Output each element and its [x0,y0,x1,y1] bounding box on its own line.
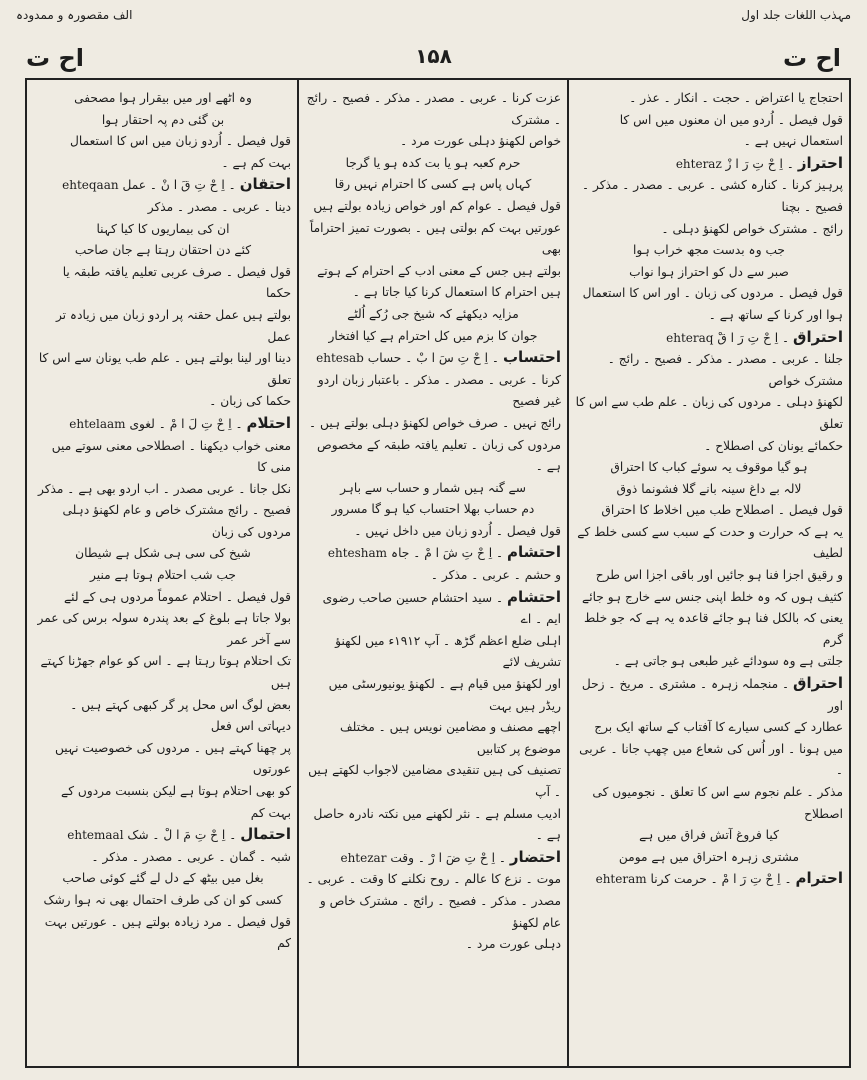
text-line [35,781,291,824]
running-head [10,6,857,28]
line-text: فصیح ۔ رائج مشترک خاص و عام لکھنؤ دہلی مردوں کی زبان [62,503,291,539]
line-text: عطارد کے کسی سیارے کا آفتاب کے ساتھ ایک برج [594,720,843,735]
line-text: کسی کو ان کی طرف احتمال بھی نہ ہوا رشک [43,892,283,907]
line-text: نکل جانا ۔ عربی مصدر ۔ اب اردو بھی ہے ۔ مذکر [37,481,291,496]
line-text: بولا جاتا ہے بلوغ کے بعد پندرہ سولہ برس کی عمر سے آخر عمر [37,611,291,647]
text-line [575,608,843,651]
text-line [35,738,291,781]
line-text: ہیں احترام کا استعمال کرنا کیا جاتا ہے ۔ [352,285,561,300]
line-text: تصنیف کی ہیں تنقیدی مضامین لاجواب لکھتے ہیں ۔ آپ [308,763,561,799]
column-rule [297,80,299,1066]
guide-row [10,40,857,80]
transliteration: ehtesab [316,351,364,366]
transliteration: ehtelaam [69,416,126,431]
guide-word-left: اح ت [26,44,84,72]
line-text: قول فیصل ۔ اُردو زبان میں اس کا استعمال [70,134,291,149]
text-line [35,479,291,501]
transliteration: ehtezar [340,850,387,865]
line-text: کثیف ہوں کہ وہ خلط اپنی جنس سے خارج ہو جائے [582,589,843,604]
line-text: وہ اٹھے اور میں بیقرار ہوا مصحفی [74,91,252,105]
line-text: ۔ سید احتشام حسین صاحب رضوی ایم ۔ اے [322,590,561,627]
headword: احتراق [793,327,843,346]
headword: احتشام [507,587,561,606]
line-text: ۔ اِ حْ تِ قَ ا نْ ۔ عمل [122,178,240,193]
columns-frame [25,78,851,1068]
line-text: مذکر ۔ علم نجوم سے اس کا تعلق ۔ نجومیوں کی اصطلاح [592,785,843,821]
verse-line [575,262,843,284]
verse-line [35,110,291,132]
headword: احترام [795,869,843,888]
line-text: رائج نہیں ۔ صرف خواص لکھنؤ دہلی بولتے ہیں ۔ [309,415,561,430]
line-text: لکھنؤ دہلی ۔ مردوں کی زبان ۔ علم طب سے اس کا تعلق [575,395,843,431]
text-line [305,934,561,956]
line-text: یعنی کہ بالکل فنا ہو جائے قاعدہ یہ ہے کہ جو خلط گرم [584,611,843,647]
text-line [575,349,843,392]
transliteration: ehtesham [327,546,388,561]
column-rule [567,80,569,1066]
line-text: مردوں کی زبان ۔ تعلیم یافتہ طبقہ کے مخصوص ہے ۔ [316,437,561,474]
text-line [305,760,561,803]
entry-line [575,153,843,176]
text-line [35,436,291,479]
line-text: دم حساب بھلا احتساب کیا ہو گا مسرور [331,502,535,517]
transliteration: ehteqaan [62,178,119,193]
text-line [305,717,561,760]
headword: احتلام [246,413,291,432]
text-line [305,370,561,413]
line-text: جلتی ہے وہ سودائے غیر طبعی ہو جاتی ہے ۔ [613,654,843,669]
line-text: جوان کا بزم میں کل احترام ہے کیا افتخار [328,328,538,343]
line-text: بہت کم ہے ۔ [221,155,291,170]
line-text: اچھے مصنف و مضامین نویس ہیں ۔ مختلف موضوع پر کتابیں [340,720,561,756]
line-text: ادیب مسلم ہے ۔ نثر لکھنے میں نکتہ نادرہ حاصل ہے ۔ [313,806,561,843]
transliteration: ehteraz [675,156,722,171]
text-line [575,651,843,673]
entry-line [575,868,843,891]
text-line [575,587,843,609]
text-line [305,521,561,543]
line-text: ہوا اور کرنا کے ساتھ ہے ۔ [708,307,843,322]
text-line [305,218,561,261]
line-text: قول فیصل ۔ مردوں کی زبان ۔ اور اس کا استعمال [582,286,843,301]
line-text: قول فیصل ۔ عوام کم اور خواص زیادہ بولتے ہیں [313,198,561,213]
text-line [35,305,291,348]
line-text: ۔ منجملہ زہرہ ۔ مشتری ۔ مریخ ۔ زحل اور [581,677,843,713]
line-text: پر چھنا کہتے ہیں ۔ مردوں کی خصوصیت نہیں عورتوں [54,740,291,777]
verse-line [305,304,561,326]
text-line [35,587,291,609]
line-text: معنی خواب دیکھنا ۔ اصطلاحی معنی سوتے میں منی کا [51,438,291,475]
verse-line [35,543,291,565]
verse-line [35,868,291,890]
line-text: ۔ اِ حْ تِ رَ ا زْ [725,156,798,171]
line-text: دہلی عورت مرد ۔ [465,937,561,952]
headword: احتشام [507,543,561,562]
line-text: اہلی ضلع اعظم گڑھ ۔ آپ ۱۹۱۲ء میں لکھنؤ تشریف لائے [335,633,561,670]
line-text: ۔ اِ حْ تِ رَ ا قْ [717,330,794,345]
line-text: استعمال نہیں ہے ۔ [743,134,843,149]
line-text: دینا اور لینا بولتے ہیں ۔ علم طب یونان سے اس کا تعلق [38,351,291,387]
line-text: عورتیں بہت کم بولتی ہیں ۔ بصورت تمیز احتراماً بھی [309,220,561,257]
text-line [305,88,561,131]
transliteration: ehtemaal [67,828,124,843]
verse-line [305,499,561,521]
text-line [575,522,843,565]
line-text: و حشم ۔ عربی ۔ مذکر ۔ [430,568,561,583]
running-head-left: الف مقصورہ و ممدودہ [16,8,133,22]
text-line [575,305,843,327]
text-line [35,391,291,413]
line-text: قول فیصل ۔ مرد زیادہ بولتے ہیں ۔ عورتیں بہت کم [44,914,291,951]
text-line [305,565,561,587]
line-text: ۔ اِ حْ تِ رَ ا مْ ۔ حرمت کرنا [650,872,796,887]
line-text: مزایہ دیکھئے کہ شیخ جی رُکے اُلٹے [347,306,519,321]
text-line [575,739,843,782]
headword: احتراز [797,153,843,172]
text-line [305,435,561,478]
entry-line [575,327,843,350]
verse-line [35,890,291,912]
page-number: ۱۵۸ [415,44,452,68]
text-line [305,674,561,717]
line-text: اور لکھنؤ میں قیام ہے ۔ لکھنؤ یونیورسٹی میں ریڈر ہیں بہت [328,677,561,713]
entry-line [305,347,561,370]
transliteration: ehteram [595,872,647,887]
running-head-right: مہذب اللغات جلد اول [741,8,851,22]
line-text: و رقیق اجزا فنا ہو جائیں اور باقی اجزا اس طرح [595,568,843,583]
line-text: جب وہ بدست مجھ خراب ہوا [633,243,785,258]
text-line [305,261,561,283]
line-text: قول فیصل ۔ اصطلاح طب میں اخلاط کا احتراق [601,503,843,518]
column-middle [305,88,561,1058]
line-text: میں ہونا ۔ اور اُس کی شعاع میں چھپ جانا ۔ عربی ۔ [579,741,843,778]
column-right [575,88,843,1058]
verse-line [575,847,843,869]
line-text: سے گنہ ہیں شمار و حساب سے باہر [340,480,526,495]
text-line [35,608,291,651]
line-text: جب شب احتلام ہوتا ہے منیر [90,568,236,583]
verse-line [575,825,843,847]
headword: احتساب [502,348,561,367]
line-text: جلنا ۔ عربی ۔ مصدر ۔ مذکر ۔ فصیح ۔ رائج ۔ مشترک خواص [607,352,843,388]
text-line [35,500,291,543]
text-line [575,175,843,218]
line-text: خواص لکھنؤ دہلی عورت مرد ۔ [400,134,561,149]
line-text: ۔ اِ حْ تِ ضَ ا رْ ۔ وقت [390,850,510,865]
line-text: بن گئی دم پہ احتقار ہوا [101,112,225,127]
line-text: قول فیصل ۔ اُردو میں ان معنوں میں اس کا [619,112,843,127]
verse-line [305,478,561,500]
text-line [575,110,843,132]
verse-line [35,219,291,241]
transliteration: ehteraq [666,330,714,345]
line-text: ۔ اِ حْ تِ شَ ا مْ ۔ جاہ [390,546,508,561]
text-line [575,392,843,435]
line-text: شیخ کی سی ہی شکل ہے شیطان [75,546,251,561]
text-line [305,891,561,934]
guide-word-right: اح ت [783,44,841,72]
line-text: کو بھی احتلام ہوتا ہے لیکن بنسبت مردوں کے بہت کم [61,784,291,820]
line-text: مصدر ۔ مذکر ۔ فصیح ۔ رائج ۔ مشترک خاص و عام لکھنؤ [319,893,561,930]
line-text: قول فیصل ۔ صرف عربی تعلیم یافتہ طبقہ یا حکما [62,264,291,301]
line-text: صبر سے دل کو احتراز ہوا نواب [629,264,789,279]
line-text: یہ ہے کہ حرارت و حدت کے سبب سے کسی خلط کے لطیف [577,524,843,561]
text-line [305,282,561,304]
entry-line [35,413,291,436]
line-text: بولتے ہیں عمل حقنہ پر اردو زبان میں زیادہ تر عمل [55,307,291,344]
text-line [575,717,843,739]
verse-line [305,326,561,348]
line-text: پرہیز کرنا ۔ کنارہ کشی ۔ عربی ۔ مصدر ۔ مذکر ۔ فصیح ۔ بچنا [581,178,843,214]
text-line [575,219,843,241]
line-text: حرم کعبہ ہو یا بت کدہ ہو یا گرجا [345,155,521,170]
column-left [35,88,291,1058]
line-text: لالہ بے داغ سینہ بانے گلا فشونما ذوق [616,481,802,496]
text-line [575,565,843,587]
line-text: قول فیصل ۔ اُردو زبان میں داخل نہیں ۔ [354,523,561,538]
text-line [575,283,843,305]
line-text: ۔ اِ حْ تِ مَ ا لْ ۔ شک [127,828,241,843]
line-text: احتجاج یا اعتراض ۔ حجت ۔ انکار ۔ عذر ۔ [629,91,843,105]
line-text: کرنا ۔ عربی ۔ مصدر ۔ مذکر ۔ باعتبار زبان اردو غیر فصیح [317,372,561,409]
verse-line [35,240,291,262]
entry-line [305,847,561,870]
verse-line [305,174,561,196]
verse-line [35,88,291,110]
text-line [575,500,843,522]
line-text: رائج ۔ مشترک خواص لکھنؤ دہلی ۔ [661,221,843,236]
text-line [305,804,561,847]
text-line [305,131,561,153]
verse-line [575,457,843,479]
line-text: بعض لوگ اس محل پر گر کبھی کہتے ہیں ۔ دیہاتی اس فعل [70,697,291,734]
line-text: کیا فروغ آتش فراق میں ہے [639,828,779,843]
text-line [305,631,561,674]
line-text: شبہ ۔ گمان ۔ عربی ۔ مصدر ۔ مذکر ۔ [91,849,291,864]
text-line [575,131,843,153]
text-line [35,262,291,305]
text-line [35,131,291,153]
line-text: ۔ اِ حْ تِ سَ ا بْ ۔ حساب [367,351,503,366]
entry-line [305,542,561,565]
text-line [305,413,561,435]
line-text: دینا ۔ عربی ۔ مصدر ۔ مذکر [147,199,291,214]
entry-line [305,587,561,631]
text-line [575,88,843,110]
line-text: حکما کی زبان ۔ [209,394,291,409]
text-line [35,197,291,219]
line-text: کئے دن احتقان رہتا ہے جان صاحب [74,243,252,258]
text-line [575,436,843,458]
entry-line [35,174,291,197]
line-text: مشتری زہرہ احتراق میں ہے مومن [618,849,800,864]
verse-line [35,565,291,587]
line-text: موت ۔ نزع کا عالم ۔ روح نکلنے کا وقت ۔ عربی ۔ [306,872,561,887]
text-line [575,782,843,825]
line-text: کہاں پاس ہے کسی کا احترام نہیں رقا [334,177,532,192]
verse-line [575,479,843,501]
line-text: تک احتلام ہوتا رہتا ہے ۔ اس کو عوام جھڑنا کہتے ہیں [40,654,291,691]
headword: احتقان [239,175,291,194]
entry-line [35,824,291,847]
line-text: بولتے ہیں جس کے معنی ادب کے احترام کے ہوتے [317,263,561,278]
line-text: ہو گیا موقوف یہ سوئے کباب کا احتراق [610,460,808,475]
line-text: ان کی بیماریوں کا کیا کہنا [96,221,230,236]
text-line [35,695,291,738]
verse-line [575,240,843,262]
text-line [35,153,291,175]
text-line [35,651,291,694]
headword: احتمال [240,825,291,844]
text-line [35,348,291,391]
entry-line [575,673,843,717]
line-text: حکمائے یونان کی اصطلاح ۔ [704,438,843,453]
headword: احتضار [509,847,561,866]
verse-line [305,153,561,175]
text-line [35,912,291,955]
text-line [35,847,291,869]
line-text: قول فیصل ۔ احتلام عموماً مردوں ہی کے لئے [64,589,291,604]
line-text: بغل میں بیٹھ کے دل لے گئے کوئی صاحب [62,871,264,886]
text-line [305,196,561,218]
headword: احتراق [793,674,843,693]
line-text: ۔ اِ حْ تِ لَ ا مْ ۔ لغوی [129,416,247,431]
line-text: عزت کرنا ۔ عربی ۔ مصدر ۔ مذکر ۔ فصیح ۔ رائج ۔ مشترک [306,91,561,127]
text-line [305,869,561,891]
